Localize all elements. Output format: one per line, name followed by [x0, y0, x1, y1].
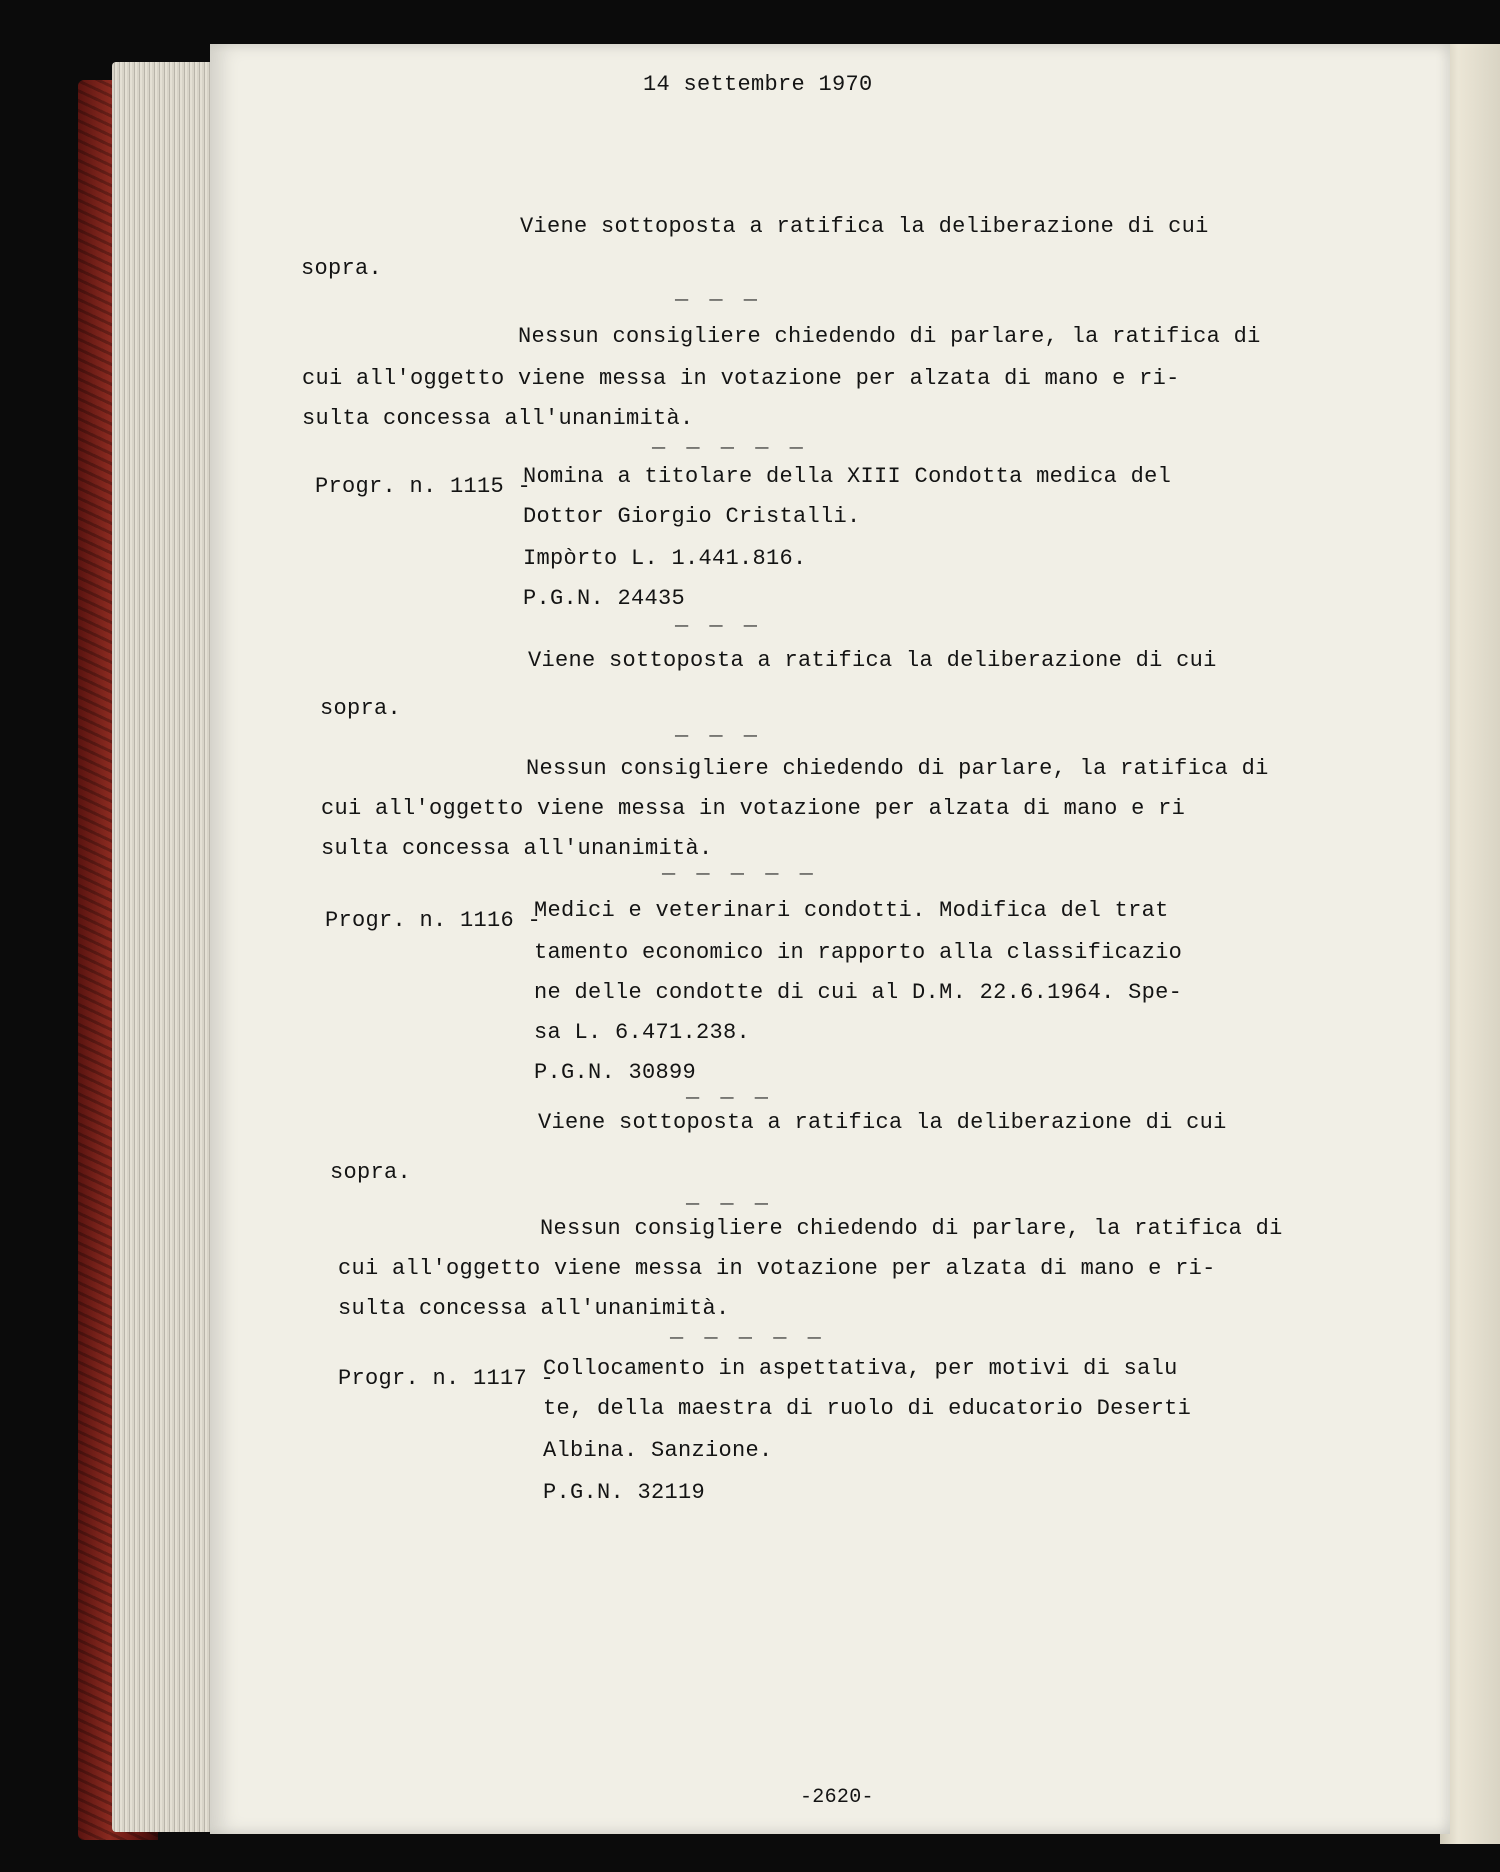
paragraph-line: Viene sottoposta a ratifica la deliberazione di cui	[528, 648, 1217, 673]
item-line: Medici e veterinari condotti. Modifica del trat	[534, 898, 1169, 923]
page-date: 14 settembre 1970	[643, 72, 873, 97]
paragraph-line: Nessun consigliere chiedendo di parlare, la ratifica di	[518, 324, 1261, 349]
separator: _ _ _	[686, 1078, 773, 1103]
paragraph-line: Viene sottoposta a ratifica la deliberazione di cui	[538, 1110, 1227, 1135]
paragraph-line: cui all'oggetto viene messa in votazione per alzata di mano e ri	[321, 796, 1186, 821]
paragraph-line: sopra.	[330, 1160, 412, 1185]
separator: _ _ _	[675, 716, 762, 741]
pgn-number: P.G.N. 32119	[543, 1480, 706, 1505]
paragraph-line: sulta concessa all'unanimità.	[338, 1296, 730, 1321]
pgn-number: P.G.N. 30899	[534, 1060, 697, 1085]
paragraph-line: Nessun consigliere chiedendo di parlare, la ratifica di	[526, 756, 1269, 781]
item-line: Albina. Sanzione.	[543, 1438, 773, 1463]
page-edges-left	[112, 62, 222, 1832]
pgn-number: P.G.N. 24435	[523, 586, 686, 611]
item-line: Nomina a titolare della XIII Condotta medica del	[523, 464, 1172, 489]
item-line: Dottor Giorgio Cristalli.	[523, 504, 861, 529]
item-line: te, della maestra di ruolo di educatorio Deserti	[543, 1396, 1192, 1421]
separator: _ _ _ _ _	[652, 428, 807, 453]
item-prefix: Progr. n. 1115 -	[315, 474, 532, 499]
separator: _ _ _ _ _	[662, 854, 817, 879]
separator: _ _ _ _ _	[670, 1318, 825, 1343]
paragraph-line: sulta concessa all'unanimità.	[302, 406, 694, 431]
item-line: tamento economico in rapporto alla classificazio	[534, 940, 1183, 965]
page-number: -2620-	[800, 1786, 874, 1809]
paragraph-line: cui all'oggetto viene messa in votazione per alzata di mano e ri-	[302, 366, 1180, 391]
separator: _ _ _	[686, 1184, 773, 1209]
item-prefix: Progr. n. 1117 -	[338, 1366, 555, 1391]
paragraph-line: cui all'oggetto viene messa in votazione per alzata di mano e ri-	[338, 1256, 1216, 1281]
item-line: Impòrto L. 1.441.816.	[523, 546, 807, 571]
paragraph-line: Nessun consigliere chiedendo di parlare, la ratifica di	[540, 1216, 1283, 1241]
item-line: ne delle condotte di cui al D.M. 22.6.1964. Spe-	[534, 980, 1183, 1005]
separator: _ _ _	[675, 280, 762, 305]
paragraph-line: sulta concessa all'unanimità.	[321, 836, 713, 861]
paragraph-line: Viene sottoposta a ratifica la deliberazione di cui	[520, 214, 1209, 239]
item-line: sa L. 6.471.238.	[534, 1020, 751, 1045]
paragraph-line: sopra.	[301, 256, 383, 281]
paragraph-line: sopra.	[320, 696, 402, 721]
item-line: Collocamento in aspettativa, per motivi di salu	[543, 1356, 1178, 1381]
separator: _ _ _	[675, 606, 762, 631]
item-prefix: Progr. n. 1116 -	[325, 908, 542, 933]
document-page	[210, 44, 1450, 1834]
